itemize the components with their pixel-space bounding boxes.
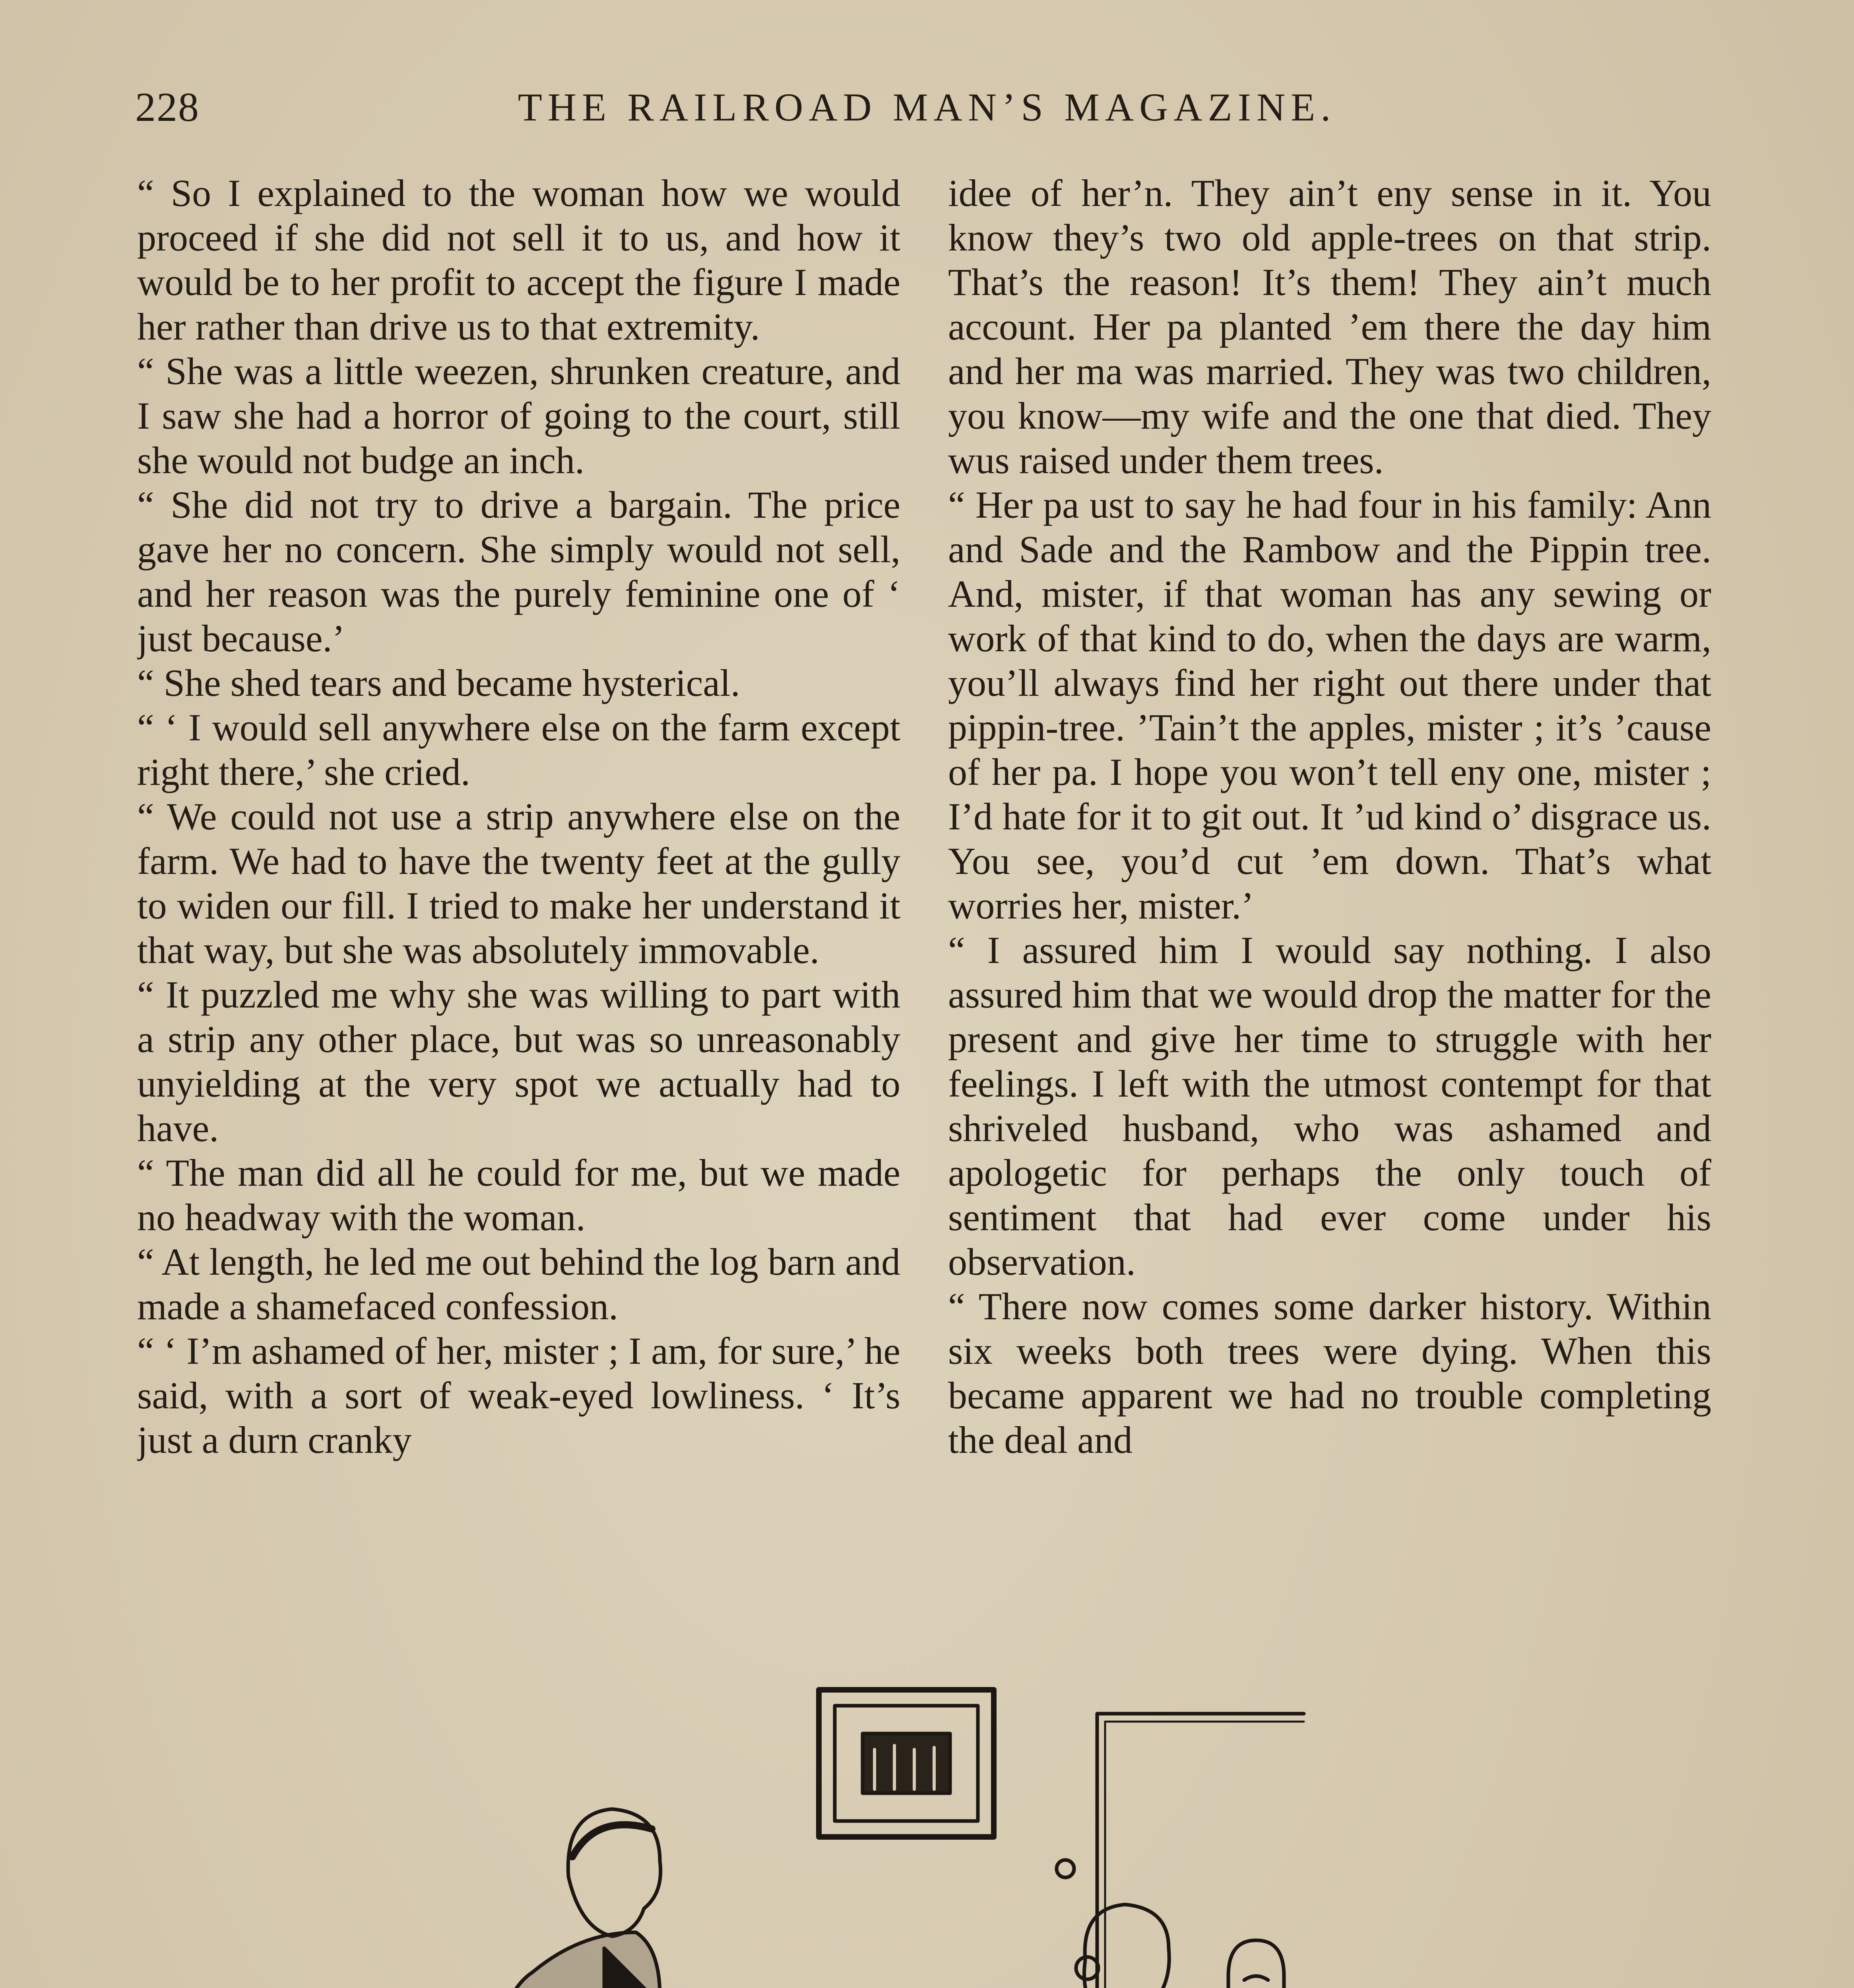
pen-illustration (358, 1670, 1511, 1988)
seated-man-right (906, 1905, 1232, 1988)
paragraph: “ ‘ I would sell anywhere else on the farm except right there,’ she cried. (137, 706, 900, 793)
paragraph: “ She was a little weezen, shrunken creature, and I saw she had a horror of going to the court, still she would not budge an inch. (137, 350, 900, 481)
paragraph: “ She shed tears and became hysterical. (137, 662, 740, 704)
paragraph: “ She did not try to drive a bargain. The price gave her no concern. She simply would not sell, and her reason was the purely feminine one of ‘ just because.’ (137, 483, 900, 660)
page-header (135, 80, 1719, 135)
paragraph: “ So I explained to the woman how we would proceed if she did not sell it to us, and how it would be to her profit to accept the figure I made her rather than drive us to that extremity. (137, 172, 900, 348)
paragraph: “ We could not use a strip anywhere else on the farm. We had to have the twenty feet at the gully to widen our fill. I tried to make her understand it that way, but she was absolutely immovable. (137, 795, 900, 971)
wall-picture-frame (819, 1690, 994, 1837)
seated-man-left (467, 1809, 859, 1988)
paragraph: “ I assured him I would say nothing. I also assured him that we would drop the matter for the present and give her time to struggle with her feelings. I left with the utmost contempt for that shriveled husband, who was ashamed and apologetic for perhaps the only touch of sentiment that had ever come under his observation. (948, 929, 1711, 1283)
right-text-column (948, 171, 1711, 1642)
paragraph: “ Her pa ust to say he had four in his family: Ann and Sade and the Rambow and the Pippin tree. And, mister, if that woman has any sewing or work of that kind to do, when the days are warm, you’ll always find her right out there under that pippin-tree. ’Tain’t the apples, mister ; it’s ’cause of her pa. I hope you won’t tell eny one, mister ; I’d hate for it to git out. It ’ud kind o’ disgrace us. You see, you’d cut ’em down. That’s what worries her, mister.’ (948, 483, 1711, 927)
paragraph: “ ‘ I’m ashamed of her, mister ; I am, for sure,’ he said, with a sort of weak-eyed lowliness. ‘ It’s just a durn cranky (137, 1330, 900, 1461)
running-head: THE RAILROAD MAN’S MAGAZINE. (518, 85, 1336, 129)
paragraph: “ There now comes some darker history. Within six weeks both trees were dying. When this became apparent we had no trouble completing the deal and (948, 1285, 1711, 1461)
paragraph: “ At length, he led me out behind the log barn and made a shamefaced confession. (137, 1241, 900, 1328)
paragraph: “ The man did all he could for me, but we made no headway with the woman. (137, 1151, 900, 1239)
paragraph: “ It puzzled me why she was willing to part with a strip any other place, but was so unreasonably unyielding at the very spot we actually had to have. (137, 973, 900, 1149)
clock-dome (1216, 1940, 1296, 1988)
paragraph: idee of her’n. They ain’t eny sense in it. You know they’s two old apple-trees on that strip. That’s the reason! It’s them! They ain’t much account. Her pa planted ’em there the day him and her ma was married. They was two children, you know—my wife and the one that died. They wus raised under them trees. (948, 172, 1711, 481)
page-number: 228 (135, 84, 200, 130)
left-text-column (137, 171, 900, 1642)
